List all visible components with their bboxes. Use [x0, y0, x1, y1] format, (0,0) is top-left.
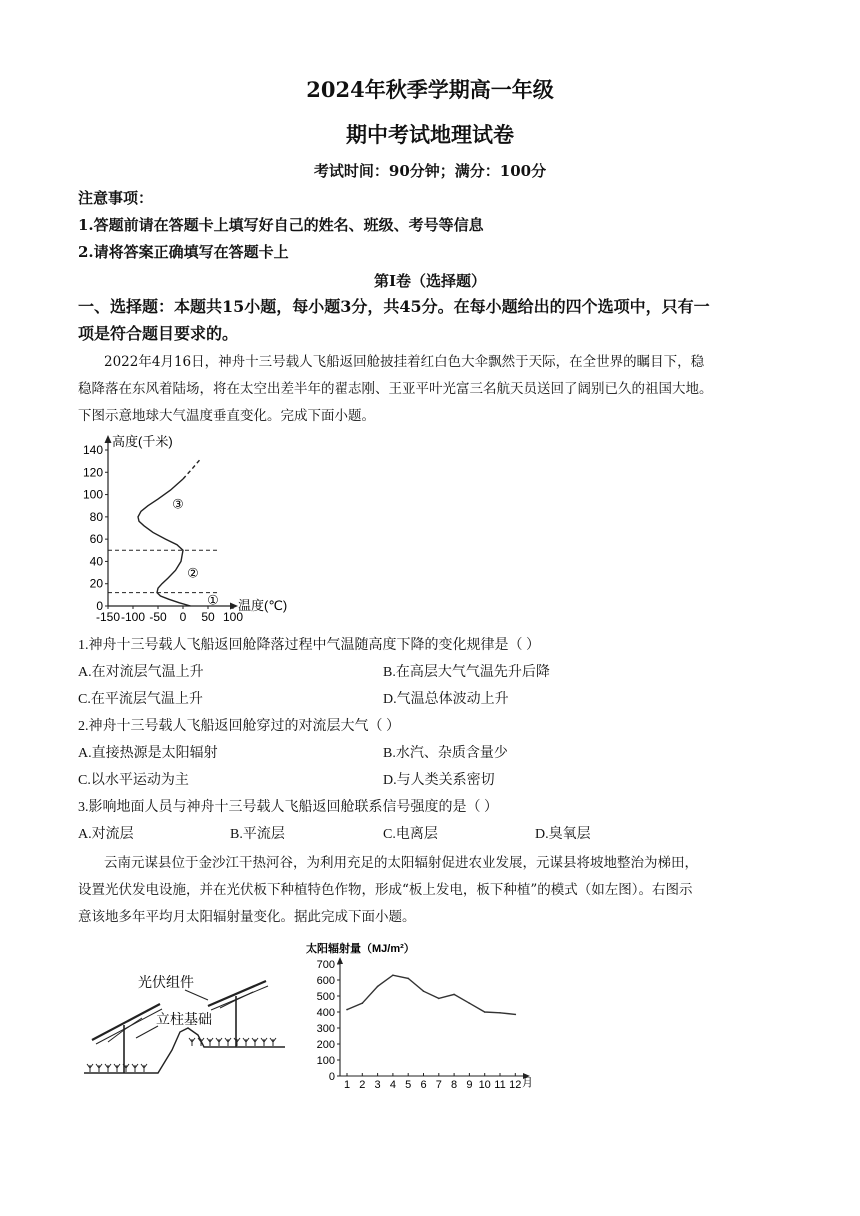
question-3-option-d: D.臭氧层: [535, 827, 591, 842]
question-1-option-a: A.在对流层气温上升: [78, 665, 204, 680]
chart2-y-axis-arrow: [337, 957, 343, 964]
crops-lower-terrace: [87, 1064, 147, 1072]
chart1-layer-label: ③: [172, 496, 184, 512]
chart2-data-point: [423, 990, 425, 992]
chart2-ytick-label: 200: [316, 1039, 335, 1051]
pv-label-leader: [185, 990, 208, 1000]
question-1-option-c: C.在平流层气温上升: [78, 692, 203, 707]
crop-plant: [261, 1038, 267, 1046]
notice-item-2: 2.请将答案正确填写在答题卡上: [78, 243, 289, 261]
chart2-ytick-label: 0: [328, 1071, 335, 1083]
chart2-xtick-label: 8: [451, 1079, 458, 1090]
chart2-xtick-label: 6: [420, 1079, 427, 1090]
pillar-label-leader: [136, 1026, 158, 1038]
question-2-stem: 2.神舟十三号载人飞船返回舱穿过的对流层大气（ ）: [78, 719, 400, 734]
question-1-stem: 1.神舟十三号载人飞船返回舱降落过程中气温随高度下降的变化规律是（ ）: [78, 638, 540, 653]
pv-brace-left-b: [124, 1018, 142, 1030]
chart2-data-point: [484, 1011, 486, 1013]
pv-brace-right-a: [220, 1000, 236, 1008]
chart1-ytick-label: 120: [82, 465, 103, 480]
question-3-option-b: B.平流层: [230, 827, 285, 842]
chart2-title: 太阳辐射量（MJ/m²）: [306, 943, 415, 955]
chart1-ytick-label: 140: [82, 443, 103, 457]
chart1-xtick-label: 50: [201, 610, 215, 624]
chart2-xtick-label: 9: [466, 1079, 473, 1090]
chart2-xtick-label: 1: [343, 1079, 351, 1090]
crop-plant: [252, 1038, 258, 1046]
chart2-xtick-label: 4: [389, 1079, 396, 1090]
chart2-data-point: [453, 994, 455, 996]
crop-plant: [243, 1038, 249, 1046]
chart1-ytick-label: 80: [89, 509, 103, 524]
crop-plant: [132, 1064, 138, 1072]
question-3-stem: 3.影响地面人员与神舟十三号载人飞船返回舱联系信号强度的是（ ）: [78, 800, 498, 815]
passage2-line-1: 云南元谋县位于金沙江干热河谷，为利用充足的太阳辐射促进农业发展，元谋县将坡地整治为梯田，: [104, 855, 698, 871]
pv-panel-left: [92, 1004, 160, 1040]
pv-component-label: 光伏组件: [138, 974, 194, 990]
atmosphere-temperature-chart: [80, 430, 300, 626]
chart2-data-point: [346, 1009, 348, 1011]
chart2-xtick-label: 12: [509, 1079, 522, 1090]
chart2-data-point: [362, 1002, 364, 1004]
chart2-ytick-label: 500: [316, 991, 335, 1003]
question-2-option-b: B.水汽、杂质含量少: [383, 746, 508, 761]
section-title: 第I卷（选择题）: [373, 272, 487, 290]
chart1-layer-label: ②: [187, 565, 199, 581]
chart1-x-axis-arrow: [230, 603, 238, 610]
question-3-option-c: C.电离层: [383, 827, 438, 842]
chart1-ytick-label: 100: [82, 487, 103, 502]
chart1-ytick-label: 0: [96, 599, 103, 613]
chart2-xtick-label: 2: [359, 1079, 366, 1090]
crop-plant: [189, 1038, 195, 1046]
crop-plant: [207, 1038, 213, 1046]
chart2-data-point: [377, 986, 379, 988]
chart1-xtick-label: -150: [95, 610, 121, 624]
chart1-layer-label: ①: [207, 592, 219, 608]
crop-plant: [105, 1064, 111, 1072]
notice-item-1: 1.答题前请在答题卡上填写好自己的姓名、班级、考号等信息: [78, 216, 484, 234]
crop-plant: [96, 1064, 102, 1072]
chart2-data-point: [392, 974, 394, 976]
crop-plant: [234, 1038, 240, 1046]
chart2-data-point: [499, 1012, 501, 1014]
chart2-xtick-label: 7: [435, 1079, 442, 1090]
chart1-ytick-label: 40: [89, 554, 103, 569]
chart2-xtick-label: 10: [478, 1079, 491, 1090]
chart2-xtick-label: 3: [374, 1079, 381, 1090]
chart2-ytick-label: 100: [316, 1055, 335, 1067]
exam-meta: 考试时间：90分钟；满分：100分: [313, 162, 547, 180]
chart2-data-point: [407, 978, 409, 980]
chart2-xlabel: 月: [522, 1077, 533, 1089]
chart1-ytick-label: 60: [89, 532, 103, 547]
solar-radiation-chart: [300, 936, 540, 1090]
chart1-curve-extension: [183, 459, 201, 479]
chart1-xlabel: 温度(℃): [238, 598, 288, 613]
passage1-line-2: 稳降落在东风着陆场，将在太空出差半年的翟志刚、王亚平叶光富三名航天员送回了阔别已久的祖国大地。: [78, 381, 713, 397]
chart1-xtick-label: 0: [179, 610, 187, 624]
instructions-line-1: 一、选择题：本题共15小题，每小题3分，共45分。在每小题给出的四个选项中，只有一: [78, 297, 710, 316]
chart1-xtick-label: 100: [222, 610, 244, 624]
question-1-option-b: B.在高层大气气温先升后降: [383, 665, 550, 680]
instructions-line-2: 项是符合题目要求的。: [78, 324, 239, 343]
pv-panel-right: [208, 981, 266, 1006]
crop-plant: [270, 1038, 276, 1046]
chart2-ytick-label: 400: [316, 1007, 335, 1019]
question-2-option-a: A.直接热源是太阳辐射: [78, 746, 218, 761]
crop-plant: [216, 1038, 222, 1046]
chart2-data-point: [469, 1002, 471, 1004]
chart2-xtick-label: 11: [494, 1079, 506, 1090]
question-2-option-c: C.以水平运动为主: [78, 773, 189, 788]
chart1-y-axis-arrow: [105, 435, 112, 443]
notice-heading: 注意事项：: [78, 189, 154, 207]
crop-plant: [141, 1064, 147, 1072]
pv-terrace-illustration: [80, 960, 290, 1082]
chart1-ylabel: 高度(千米): [112, 434, 173, 449]
chart2-xtick-label: 5: [405, 1079, 412, 1090]
chart2-ytick-label: 300: [316, 1023, 335, 1035]
crop-plant: [87, 1064, 93, 1072]
exam-subtitle: 期中考试地理试卷: [346, 122, 514, 147]
question-1-option-d: D.气温总体波动上升: [383, 692, 509, 707]
crop-plant: [114, 1064, 120, 1072]
passage1-line-3: 下图示意地球大气温度垂直变化。完成下面小题。: [78, 408, 375, 424]
pillar-foundation-label: 立柱基础: [156, 1011, 212, 1027]
chart2-data-point: [438, 998, 440, 1000]
question-3-option-a: A.对流层: [78, 827, 134, 842]
passage1-line-1: 2022年4月16日，神舟十三号载人飞船返回舱披挂着红白色大伞飘然于天际，在全世界的瞩目下，稳: [104, 354, 705, 370]
chart1-xtick-label: -50: [149, 610, 167, 624]
passage2-line-3: 意该地多年平均月太阳辐射量变化。据此完成下面小题。: [78, 909, 416, 925]
chart2-data-point: [515, 1014, 517, 1016]
chart1-ytick-label: 20: [89, 576, 103, 591]
chart2-ytick-label: 600: [316, 975, 335, 987]
question-2-option-d: D.与人类关系密切: [383, 773, 495, 788]
crop-plant: [225, 1038, 231, 1046]
chart2-ytick-label: 700: [316, 959, 335, 971]
chart1-xtick-label: -100: [120, 610, 146, 624]
exam-title: 2024年秋季学期高一年级: [306, 77, 554, 102]
passage2-line-2: 设置光伏发电设施，并在光伏板下种植特色作物，形成“板上发电，板下种植”的模式（如左图）。右图示: [78, 882, 693, 898]
chart2-radiation-line: [347, 975, 515, 1014]
